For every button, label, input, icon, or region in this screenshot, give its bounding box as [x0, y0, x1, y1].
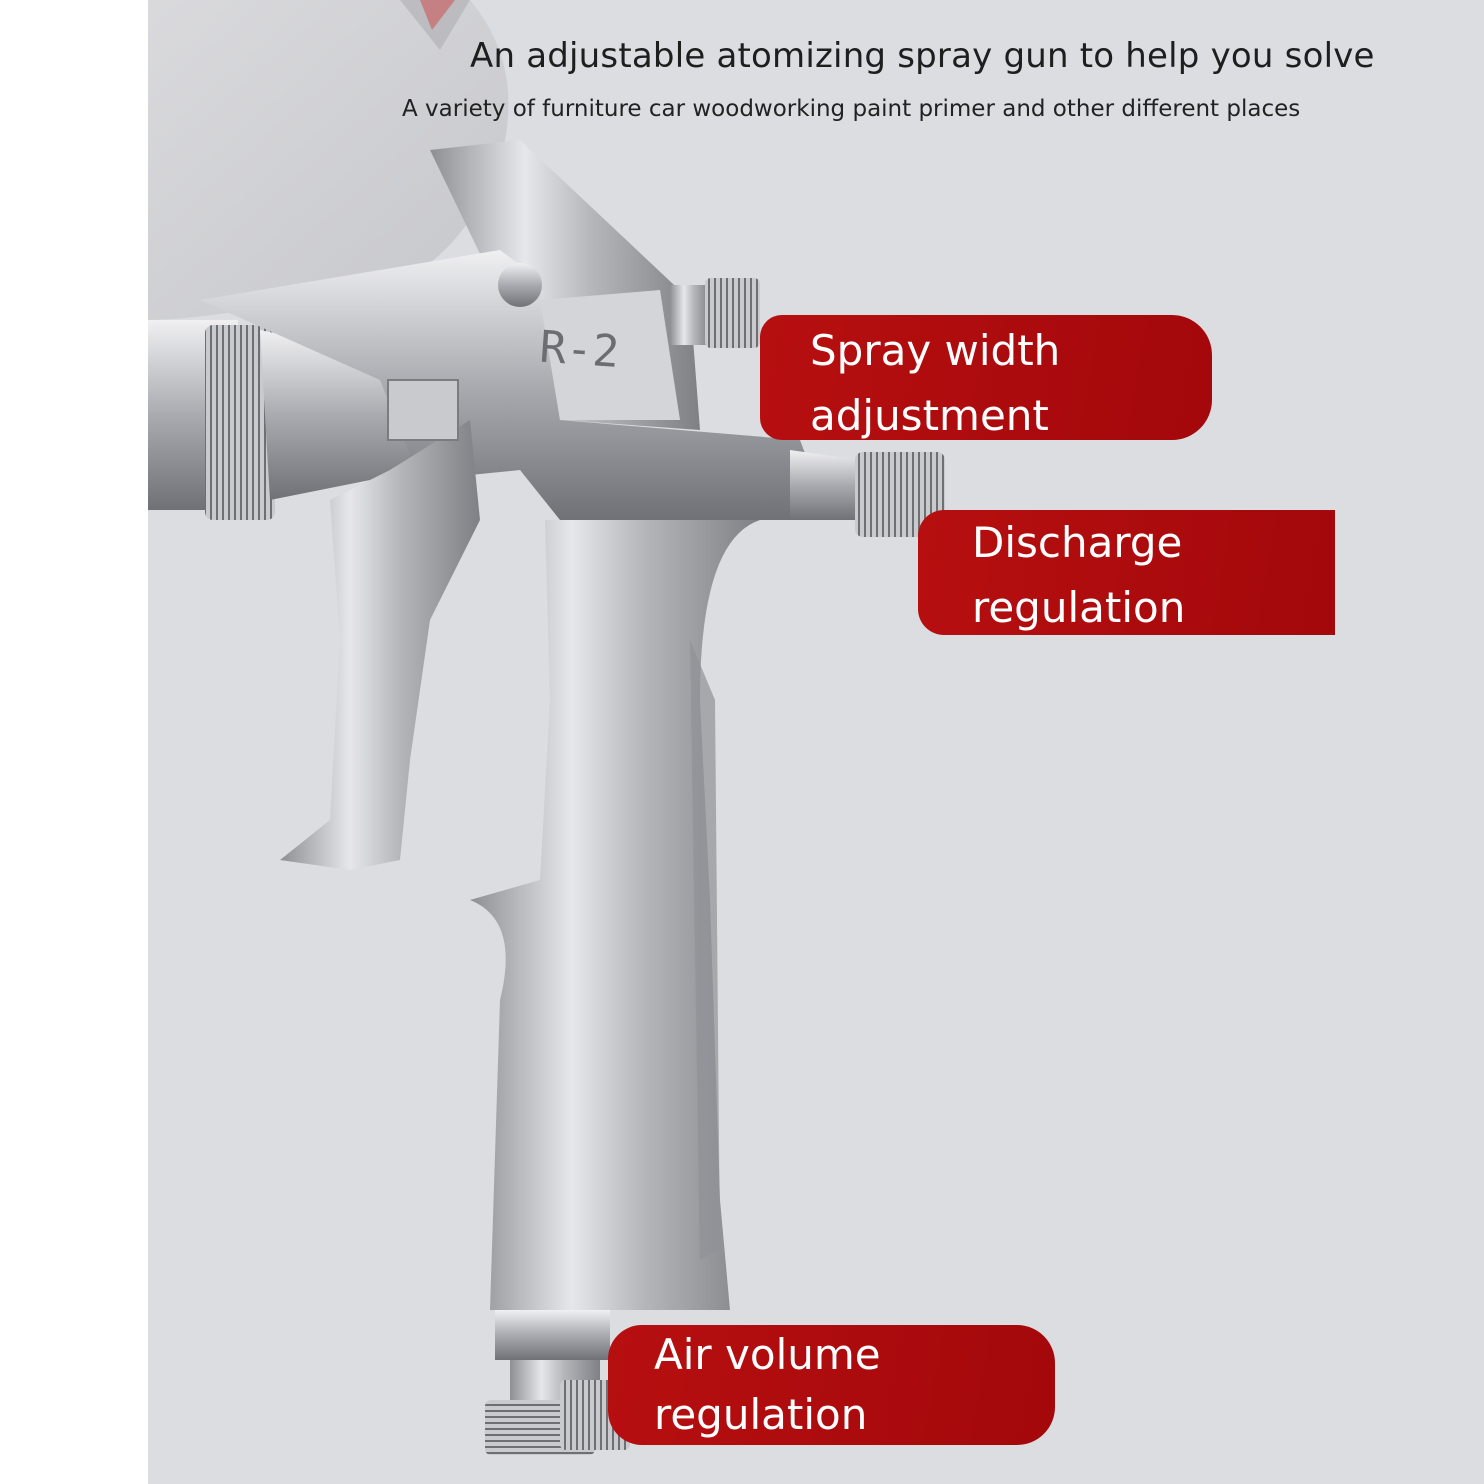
pivot-screw: [498, 263, 542, 307]
trigger-pivot: [388, 380, 458, 440]
air-volume-callout-line2: regulation: [654, 1390, 868, 1439]
air-volume-callout-line1: Air volume: [654, 1330, 881, 1379]
spray-width-callout: [760, 315, 1212, 440]
page-headline: An adjustable atomizing spray gun to help you solve: [470, 36, 1375, 76]
page-subheadline: A variety of furniture car woodworking paint primer and other different places: [402, 96, 1301, 122]
spray-width-knob: [670, 278, 760, 348]
air-volume-callout: [608, 1325, 1055, 1445]
spray-width-callout-line2: adjustment: [810, 391, 1049, 440]
spray-width-callout-line1: Spray width: [810, 326, 1061, 375]
discharge-callout-line2: regulation: [972, 583, 1186, 632]
discharge-callout: [918, 510, 1335, 635]
model-stamp: R-2: [537, 321, 621, 378]
discharge-callout-line1: Discharge: [972, 518, 1183, 567]
